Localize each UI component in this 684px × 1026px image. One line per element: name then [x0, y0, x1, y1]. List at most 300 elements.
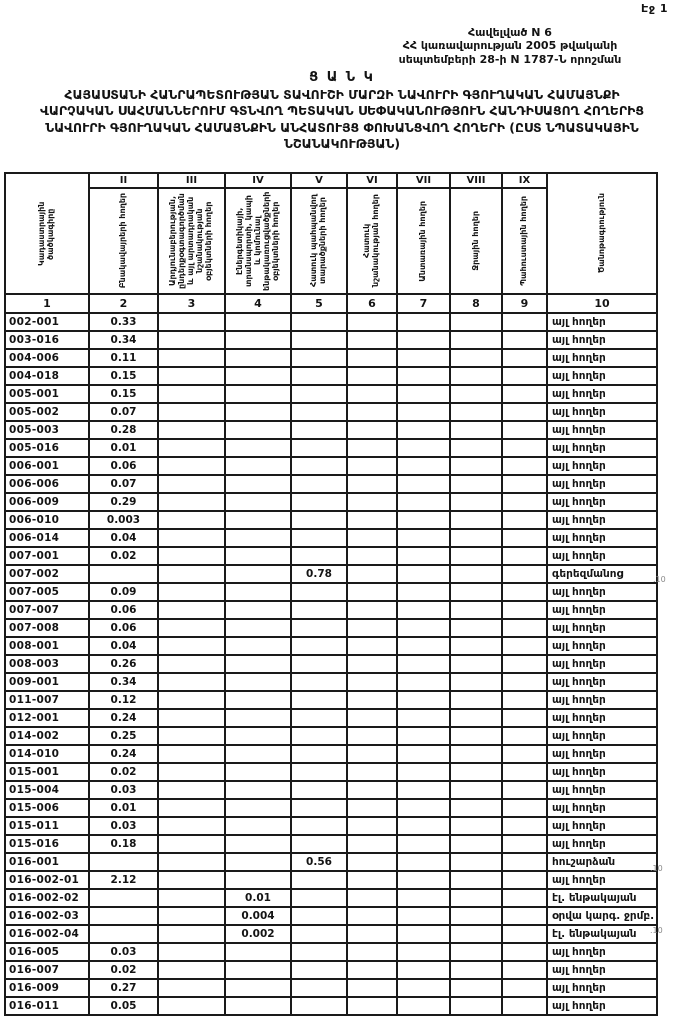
area-value-cell — [347, 799, 397, 817]
area-value-cell — [450, 331, 502, 349]
table-row — [5, 367, 657, 385]
remark-cell: այլ հողեր — [547, 763, 657, 781]
area-value-cell — [291, 943, 347, 961]
area-value-cell — [291, 655, 347, 673]
remark-cell: էլ. ենթակայան — [547, 925, 657, 943]
area-value-cell — [291, 547, 347, 565]
area-value-cell — [158, 979, 225, 997]
area-value-cell — [397, 601, 450, 619]
area-value-cell — [291, 403, 347, 421]
area-value-cell — [225, 799, 291, 817]
area-value-cell — [347, 313, 397, 331]
table-row — [5, 601, 657, 619]
area-value-cell — [291, 385, 347, 403]
table-row — [5, 871, 657, 889]
area-value-cell — [158, 961, 225, 979]
cadastral-code-cell: 006-010 — [5, 511, 89, 529]
area-value-cell — [450, 349, 502, 367]
cadastral-code-cell: 006-001 — [5, 457, 89, 475]
area-value-cell — [158, 655, 225, 673]
area-value-cell — [158, 367, 225, 385]
remark-cell: այլ հողեր — [547, 727, 657, 745]
column-index: 2 — [89, 294, 158, 313]
area-value-cell — [291, 583, 347, 601]
area-value-cell — [502, 763, 547, 781]
area-value-cell — [225, 961, 291, 979]
area-value-cell — [450, 817, 502, 835]
area-value-cell — [225, 817, 291, 835]
area-value-cell — [502, 583, 547, 601]
area-value-cell — [158, 727, 225, 745]
area-value-cell — [158, 421, 225, 439]
cadastral-code-cell: 014-010 — [5, 745, 89, 763]
remark-cell: այլ հողեր — [547, 529, 657, 547]
area-value-cell — [225, 835, 291, 853]
area-value-cell — [502, 457, 547, 475]
remark-cell: այլ հողեր — [547, 457, 657, 475]
cadastral-code-cell: 016-011 — [5, 997, 89, 1015]
area-value-cell: 0.01 — [89, 439, 158, 457]
area-value-cell — [397, 511, 450, 529]
remark-cell: այլ հողեր — [547, 403, 657, 421]
table-row — [5, 907, 657, 925]
area-value-cell — [158, 619, 225, 637]
area-value-cell — [225, 709, 291, 727]
area-value-cell — [450, 655, 502, 673]
table-row — [5, 619, 657, 637]
area-value-cell — [158, 583, 225, 601]
remark-cell: այլ հողեր — [547, 313, 657, 331]
area-value-cell — [225, 403, 291, 421]
area-value-cell: 0.03 — [89, 943, 158, 961]
area-value-cell — [502, 385, 547, 403]
cadastral-code-cell: 015-004 — [5, 781, 89, 799]
area-value-cell — [450, 871, 502, 889]
header-forest-lands: Անտառային հողեր — [397, 188, 450, 294]
area-value-cell — [291, 619, 347, 637]
area-value-cell — [225, 655, 291, 673]
area-value-cell — [397, 655, 450, 673]
table-row — [5, 781, 657, 799]
area-value-cell — [291, 529, 347, 547]
numeral-row — [5, 173, 657, 188]
area-value-cell — [225, 583, 291, 601]
table-row — [5, 925, 657, 943]
area-value-cell — [347, 349, 397, 367]
table-row — [5, 997, 657, 1015]
area-value-cell: 0.02 — [89, 763, 158, 781]
area-value-cell — [347, 997, 397, 1015]
area-value-cell — [450, 565, 502, 583]
area-value-cell — [397, 547, 450, 565]
area-value-cell: 0.002 — [225, 925, 291, 943]
area-value-cell — [397, 889, 450, 907]
area-value-cell — [397, 565, 450, 583]
cadastral-code-cell: 016-007 — [5, 961, 89, 979]
area-value-cell — [347, 331, 397, 349]
area-value-cell: 0.34 — [89, 673, 158, 691]
area-value-cell — [158, 439, 225, 457]
area-value-cell — [502, 943, 547, 961]
area-value-cell — [225, 493, 291, 511]
area-value-cell: 0.18 — [89, 835, 158, 853]
cadastral-code-cell: 004-006 — [5, 349, 89, 367]
area-value-cell — [347, 943, 397, 961]
area-value-cell — [158, 529, 225, 547]
column-index: 7 — [397, 294, 450, 313]
area-value-cell — [347, 871, 397, 889]
area-value-cell — [502, 781, 547, 799]
area-value-cell — [158, 907, 225, 925]
area-value-cell — [225, 763, 291, 781]
area-value-cell — [158, 385, 225, 403]
area-value-cell — [397, 385, 450, 403]
remark-cell: այլ հողեր — [547, 655, 657, 673]
area-value-cell — [347, 475, 397, 493]
area-value-cell — [347, 547, 397, 565]
area-value-cell — [397, 313, 450, 331]
table-row — [5, 727, 657, 745]
area-value-cell — [397, 421, 450, 439]
remark-cell: այլ հողեր — [547, 979, 657, 997]
area-value-cell — [450, 619, 502, 637]
area-value-cell — [158, 673, 225, 691]
area-value-cell: 0.33 — [89, 313, 158, 331]
area-value-cell — [450, 313, 502, 331]
area-value-cell — [347, 619, 397, 637]
area-value-cell — [158, 313, 225, 331]
table-row — [5, 421, 657, 439]
area-value-cell — [450, 709, 502, 727]
area-value-cell: 0.78 — [291, 565, 347, 583]
table-body — [5, 313, 657, 1015]
area-value-cell — [291, 925, 347, 943]
table-row — [5, 961, 657, 979]
area-value-cell — [158, 349, 225, 367]
area-value-cell: 0.06 — [89, 457, 158, 475]
cadastral-code-cell: 003-016 — [5, 331, 89, 349]
appendix-line-2: ՀՀ կառավարության 2005 թվականի — [402, 39, 618, 53]
cadastral-code-cell: 005-001 — [5, 385, 89, 403]
area-value-cell — [502, 889, 547, 907]
area-value-cell — [450, 925, 502, 943]
remark-cell: այլ հողեր — [547, 583, 657, 601]
area-value-cell — [291, 745, 347, 763]
area-value-cell — [502, 529, 547, 547]
area-value-cell — [397, 943, 450, 961]
area-value-cell: 0.34 — [89, 331, 158, 349]
area-value-cell — [291, 871, 347, 889]
area-value-cell — [158, 547, 225, 565]
table-row — [5, 817, 657, 835]
area-value-cell — [502, 979, 547, 997]
area-value-cell — [158, 871, 225, 889]
area-value-cell — [502, 421, 547, 439]
area-value-cell — [347, 637, 397, 655]
remark-cell: էլ. ենթակայան — [547, 889, 657, 907]
area-value-cell — [225, 637, 291, 655]
header-special-lands: Հատուկ նշանակության հողեր — [347, 188, 397, 294]
area-value-cell — [89, 853, 158, 871]
document-title: ՀԱՅԱՍՏԱՆԻ ՀԱՆՐԱՊԵՏՈՒԹՅԱՆ ՏԱՎՈՒՇԻ ՄԱՐԶԻ ՆԱՎՈՒՐԻ ԳՅՈՒՂԱԿԱՆ ՀԱՄԱՅՆՔԻ ՎԱՐՉԱԿԱՆ ՍԱՀՄԱՆՆԵՐՈՒՄ ԳՏՆՎՈՂ ՊԵՏԱԿԱՆ ՍԵՓԱԿԱՆՈՒԹՅՈՒՆ ՀԱՆԴԻՍԱՑՈՂ ՀՈՂԵՐԻՑ ՆԱՎՈՒՐԻ ԳՅՈՒՂԱԿԱՆ ՀԱՄԱՅՆՔԻՆ ԱՆՀԱՏՈՒՅՑ ՓՈԽԱՆՑՎՈՂ ՀՈՂԵՐԻ (ԸՍՏ ՆՊԱՏԱԿԱՅԻՆ ՆՇԱՆԱԿՈՒԹՅԱՆ) — [40, 87, 644, 152]
area-value-cell — [397, 817, 450, 835]
area-value-cell — [225, 367, 291, 385]
list-heading: Ց Ա Ն Կ — [309, 70, 375, 85]
remark-cell: այլ հողեր — [547, 619, 657, 637]
area-value-cell — [158, 763, 225, 781]
area-value-cell — [291, 475, 347, 493]
header-protected-lands: Հատուկ պահպանվող տարածքների հողեր — [291, 188, 347, 294]
cadastral-code-cell: 006-006 — [5, 475, 89, 493]
cadastral-code-cell: 006-014 — [5, 529, 89, 547]
area-value-cell — [397, 853, 450, 871]
numeral-VIII: VIII — [450, 173, 502, 188]
area-value-cell: 0.24 — [89, 745, 158, 763]
cadastral-code-cell: 007-002 — [5, 565, 89, 583]
area-value-cell — [502, 439, 547, 457]
area-value-cell — [347, 529, 397, 547]
remark-cell: այլ հողեր — [547, 709, 657, 727]
area-value-cell — [502, 871, 547, 889]
area-value-cell — [347, 367, 397, 385]
cadastral-code-cell: 002-001 — [5, 313, 89, 331]
area-value-cell: 0.03 — [89, 781, 158, 799]
area-value-cell — [502, 709, 547, 727]
area-value-cell — [347, 439, 397, 457]
area-value-cell — [502, 601, 547, 619]
appendix-reference — [350, 26, 670, 66]
area-value-cell — [158, 403, 225, 421]
area-value-cell — [397, 835, 450, 853]
table-row — [5, 583, 657, 601]
area-value-cell — [502, 925, 547, 943]
area-value-cell — [225, 871, 291, 889]
remark-cell: այլ հողեր — [547, 691, 657, 709]
remark-cell: այլ հողեր — [547, 547, 657, 565]
area-value-cell — [397, 349, 450, 367]
area-value-cell — [450, 493, 502, 511]
table-row — [5, 745, 657, 763]
numeral-VII: VII — [397, 173, 450, 188]
area-value-cell: 0.15 — [89, 385, 158, 403]
area-value-cell — [397, 619, 450, 637]
area-value-cell — [450, 673, 502, 691]
area-value-cell — [397, 925, 450, 943]
area-value-cell — [450, 691, 502, 709]
table-row — [5, 799, 657, 817]
cadastral-code-cell: 008-003 — [5, 655, 89, 673]
cadastral-code-cell: 015-011 — [5, 817, 89, 835]
area-value-cell — [158, 799, 225, 817]
area-value-cell — [347, 709, 397, 727]
area-value-cell — [225, 313, 291, 331]
area-value-cell — [450, 853, 502, 871]
remark-cell: այլ հողեր — [547, 943, 657, 961]
area-value-cell: 0.06 — [89, 619, 158, 637]
header-water-lands: Ջրային հողեր — [450, 188, 502, 294]
area-value-cell — [450, 475, 502, 493]
area-value-cell — [347, 385, 397, 403]
area-value-cell: 0.26 — [89, 655, 158, 673]
area-value-cell — [502, 673, 547, 691]
area-value-cell: 0.03 — [89, 817, 158, 835]
cadastral-code-cell: 015-006 — [5, 799, 89, 817]
area-value-cell — [225, 421, 291, 439]
table-row — [5, 493, 657, 511]
area-value-cell: 0.003 — [89, 511, 158, 529]
area-value-cell: 0.11 — [89, 349, 158, 367]
column-index-row — [5, 294, 657, 313]
area-value-cell — [397, 367, 450, 385]
remark-cell: այլ հողեր — [547, 673, 657, 691]
area-value-cell — [158, 457, 225, 475]
table-row — [5, 313, 657, 331]
area-value-cell — [225, 979, 291, 997]
area-value-cell — [450, 457, 502, 475]
area-value-cell — [397, 871, 450, 889]
area-value-cell: 0.24 — [89, 709, 158, 727]
header-industrial-lands: Արդյունաբերության, ընդերքօգտագործման և այլ արտադրական նշանակության օբյեկտների հողեր — [158, 188, 225, 294]
area-value-cell — [225, 601, 291, 619]
area-value-cell — [397, 331, 450, 349]
area-value-cell — [291, 637, 347, 655]
area-value-cell — [397, 457, 450, 475]
area-value-cell — [450, 727, 502, 745]
cadastral-code-cell: 012-001 — [5, 709, 89, 727]
area-value-cell: 0.07 — [89, 475, 158, 493]
area-value-cell — [450, 511, 502, 529]
column-index: 1 — [5, 294, 89, 313]
area-value-cell — [502, 547, 547, 565]
area-value-cell — [89, 565, 158, 583]
area-value-cell — [450, 799, 502, 817]
area-value-cell — [291, 907, 347, 925]
area-value-cell — [502, 997, 547, 1015]
remark-cell: այլ հողեր — [547, 745, 657, 763]
area-value-cell — [225, 547, 291, 565]
area-value-cell — [397, 493, 450, 511]
area-value-cell — [225, 997, 291, 1015]
area-value-cell — [347, 565, 397, 583]
area-value-cell — [291, 439, 347, 457]
area-value-cell — [397, 799, 450, 817]
remark-cell: այլ հողեր — [547, 349, 657, 367]
table-row — [5, 853, 657, 871]
area-value-cell: 0.02 — [89, 961, 158, 979]
area-value-cell — [450, 529, 502, 547]
remark-cell: օրվա կարգ. ջրմբ. — [547, 907, 657, 925]
column-index: 9 — [502, 294, 547, 313]
area-value-cell: 0.29 — [89, 493, 158, 511]
area-value-cell: 0.05 — [89, 997, 158, 1015]
remark-cell: այլ հողեր — [547, 799, 657, 817]
area-value-cell — [450, 889, 502, 907]
area-value-cell — [291, 889, 347, 907]
area-value-cell — [291, 601, 347, 619]
area-value-cell: 0.15 — [89, 367, 158, 385]
remark-cell: այլ հողեր — [547, 475, 657, 493]
area-value-cell — [158, 997, 225, 1015]
area-value-cell — [347, 493, 397, 511]
area-value-cell — [158, 493, 225, 511]
area-value-cell — [158, 835, 225, 853]
area-value-cell: 0.09 — [89, 583, 158, 601]
area-value-cell — [158, 565, 225, 583]
area-value-cell — [347, 511, 397, 529]
table-row — [5, 547, 657, 565]
area-value-cell — [347, 655, 397, 673]
area-value-cell — [225, 565, 291, 583]
area-value-cell — [450, 979, 502, 997]
area-value-cell: 0.01 — [225, 889, 291, 907]
header-cadastral-code: Կադաստրային ծածկագիրը — [5, 173, 89, 294]
area-value-cell — [291, 997, 347, 1015]
area-value-cell — [225, 457, 291, 475]
numeral-III: III — [158, 173, 225, 188]
table-row — [5, 511, 657, 529]
area-value-cell — [291, 961, 347, 979]
area-value-cell — [291, 835, 347, 853]
table-row — [5, 385, 657, 403]
area-value-cell — [225, 439, 291, 457]
area-value-cell — [347, 781, 397, 799]
area-value-cell — [347, 979, 397, 997]
cadastral-code-cell: 015-001 — [5, 763, 89, 781]
area-value-cell — [225, 331, 291, 349]
remark-cell: այլ հողեր — [547, 835, 657, 853]
table-row — [5, 565, 657, 583]
area-value-cell — [502, 907, 547, 925]
area-value-cell — [397, 709, 450, 727]
area-value-cell — [502, 961, 547, 979]
area-value-cell — [347, 727, 397, 745]
area-value-cell: 0.28 — [89, 421, 158, 439]
area-value-cell — [502, 637, 547, 655]
area-value-cell — [347, 421, 397, 439]
cadastral-code-cell: 016-009 — [5, 979, 89, 997]
cadastral-code-cell: 016-001 — [5, 853, 89, 871]
remark-cell: այլ հողեր — [547, 637, 657, 655]
area-value-cell — [397, 673, 450, 691]
cadastral-code-cell: 016-002-02 — [5, 889, 89, 907]
area-value-cell: 0.07 — [89, 403, 158, 421]
cadastral-code-cell: 008-001 — [5, 637, 89, 655]
cadastral-code-cell: 005-016 — [5, 439, 89, 457]
area-value-cell — [291, 331, 347, 349]
area-value-cell — [450, 385, 502, 403]
area-value-cell — [225, 475, 291, 493]
table-row — [5, 475, 657, 493]
remark-cell: այլ հողեր — [547, 331, 657, 349]
area-value-cell — [397, 439, 450, 457]
table-row — [5, 835, 657, 853]
area-value-cell — [450, 403, 502, 421]
table-row — [5, 979, 657, 997]
area-value-cell — [450, 421, 502, 439]
area-value-cell — [158, 475, 225, 493]
area-value-cell — [502, 799, 547, 817]
area-value-cell — [291, 367, 347, 385]
area-value-cell — [347, 583, 397, 601]
area-value-cell — [502, 475, 547, 493]
table-row — [5, 673, 657, 691]
table-row — [5, 763, 657, 781]
area-value-cell — [502, 817, 547, 835]
remark-cell: այլ հողեր — [547, 367, 657, 385]
area-value-cell — [502, 853, 547, 871]
area-value-cell — [347, 763, 397, 781]
area-value-cell — [225, 943, 291, 961]
